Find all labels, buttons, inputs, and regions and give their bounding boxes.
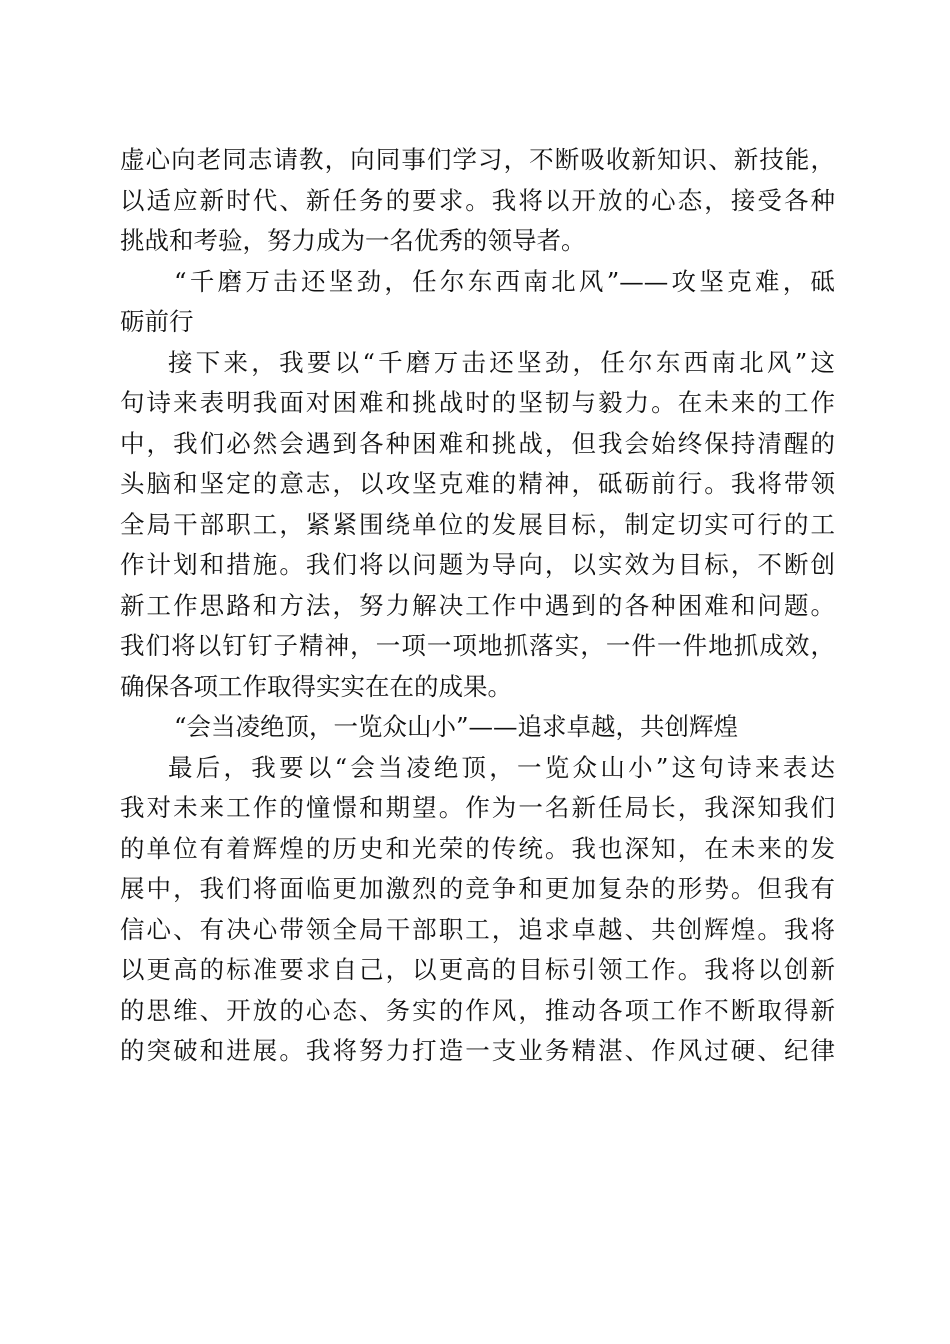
text-line: 挑战和考验，努力成为一名优秀的领导者。 xyxy=(120,226,586,255)
text-line: 接下来，我要以“千磨万击还坚劲，任尔东西南北风”这 xyxy=(168,347,835,377)
text-line: 的思维、开放的心态、务实的作风，推动各项工作不断取得新 xyxy=(120,995,835,1025)
text-line: 我们将以钉钉子精神，一项一项地抓落实，一件一件地抓成效， xyxy=(120,631,835,660)
section-heading-line: 砺前行 xyxy=(120,307,194,336)
text-line: 新工作思路和方法，努力解决工作中遇到的各种困难和问题。 xyxy=(120,590,835,620)
text-line: 信心、有决心带领全局干部职工，追求卓越、共创辉煌。我将 xyxy=(120,914,835,944)
text-line: 全局干部职工，紧紧围绕单位的发展目标，制定切实可行的工 xyxy=(120,509,835,539)
text-line: 以更高的标准要求自己，以更高的目标引领工作。我将以创新 xyxy=(120,955,835,984)
text-line: 头脑和坚定的意志，以攻坚克难的精神，砥砺前行。我将带领 xyxy=(120,469,835,498)
text-line: 的突破和进展。我将努力打造一支业务精湛、作风过硬、纪律 xyxy=(120,1036,835,1065)
text-line: 我对未来工作的憧憬和期望。作为一名新任局长，我深知我们 xyxy=(120,793,835,822)
text-line: 的单位有着辉煌的历史和光荣的传统。我也深知，在未来的发 xyxy=(120,833,835,863)
text-line: 作计划和措施。我们将以问题为导向，以实效为目标，不断创 xyxy=(120,550,835,579)
text-line: 展中，我们将面临更加激烈的竞争和更加复杂的形势。但我有 xyxy=(120,874,835,903)
text-line: 以适应新时代、新任务的要求。我将以开放的心态，接受各种 xyxy=(120,185,835,215)
text-line: 最后，我要以“会当凌绝顶，一览众山小”这句诗来表达 xyxy=(168,752,835,782)
text-line: 虚心向老同志请教，向同事们学习，不断吸收新知识、新技能， xyxy=(120,145,835,174)
document-body xyxy=(120,140,835,1072)
section-heading-line: “会当凌绝顶，一览众山小”——追求卓越，共创辉煌 xyxy=(174,712,739,741)
text-line: 中，我们必然会遇到各种困难和挑战，但我会始终保持清醒的 xyxy=(120,428,835,458)
text-line: 确保各项工作取得实实在在的成果。 xyxy=(120,671,512,701)
section-heading-line: “千磨万击还坚劲，任尔东西南北风”——攻坚克难，砥 xyxy=(174,266,835,296)
text-line: 句诗来表明我面对困难和挑战时的坚韧与毅力。在未来的工作 xyxy=(120,388,835,417)
